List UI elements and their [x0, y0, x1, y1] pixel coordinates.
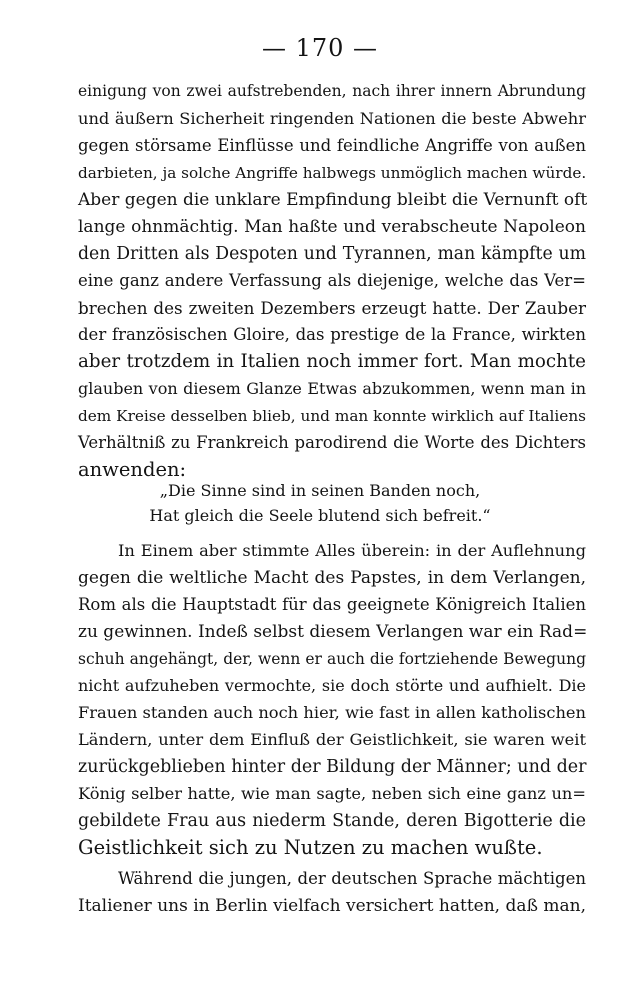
text-line: den Dritten als Despoten und Tyrannen, man kämpfte um [78, 244, 586, 264]
text-line: gegen die weltliche Macht des Papstes, in dem Verlangen, [78, 568, 586, 588]
text-line: Italiener uns in Berlin vielfach versichert hatten, daß man, [78, 896, 586, 916]
verse-line: „Die Sinne sind in seinen Banden noch, [159, 481, 481, 500]
page-number: — 170 — [261, 34, 379, 62]
text-line: Während die jungen, der deutschen Sprache mächtigen [118, 869, 586, 888]
text-line: darbieten, ja solche Angriffe halbwegs unmöglich machen würde. [78, 164, 587, 182]
text-line: brechen des zweiten Dezembers erzeugt hatte. Der Zauber [78, 298, 586, 318]
text-line: Frauen standen auch noch hier, wie fast in allen katholischen [78, 703, 586, 722]
text-line: der französischen Gloire, das prestige de la France, wirkten [78, 325, 586, 344]
text-line: lange ohnmächtig. Man haßte und verabscheute Napoleon [78, 217, 586, 237]
text-line: und äußern Sicherheit ringenden Nationen die beste Abwehr [78, 109, 586, 128]
text-line: glauben von diesem Glanze Etwas abzukommen, wenn man in [78, 379, 586, 398]
text-line: König selber hatte, wie man sagte, neben sich eine ganz un= [78, 784, 586, 803]
text-line: zurückgeblieben hinter der Bildung der Männer; und der [78, 757, 587, 777]
text-line: Ländern, unter dem Einfluß der Geistlichkeit, sie waren weit [78, 730, 586, 749]
verse-line: Hat gleich die Seele blutend sich befreit.“ [149, 506, 491, 525]
text-line: In Einem aber stimmte Alles überein: in der Auflehnung [118, 541, 586, 560]
text-line: dem Kreise desselben blieb, und man konnte wirklich auf Italiens [78, 407, 586, 425]
text-line: anwenden: [78, 458, 187, 481]
text-line: gebildete Frau aus niederm Stande, deren Bigotterie die [78, 811, 586, 831]
text-line: schuh angehängt, der, wenn er auch die fortziehende Bewegung [78, 650, 586, 668]
text-line: Rom als die Hauptstadt für das geeignete Königreich Italien [78, 595, 586, 614]
text-line: nicht aufzuheben vermochte, sie doch störte und aufhielt. Die [78, 676, 586, 695]
text-line: Geistlichkeit sich zu Nutzen zu machen wußte. [78, 836, 543, 859]
text-line: eine ganz andere Verfassung als diejenige, welche das Ver= [78, 271, 586, 290]
text-line: aber trotzdem in Italien noch immer fort. Man mochte [78, 351, 586, 372]
text-line: gegen störsame Einflüsse und feindliche Angriffe von außen [78, 136, 586, 155]
text-line: zu gewinnen. Indeß selbst diesem Verlangen war ein Rad= [78, 622, 588, 642]
text-line: einigung von zwei aufstrebenden, nach ihrer innern Abrundung [78, 82, 586, 100]
text-line: Aber gegen die unklare Empfindung bleibt die Vernunft oft [78, 190, 588, 210]
text-line: Verhältniß zu Frankreich parodirend die Worte des Dichters [78, 433, 586, 452]
